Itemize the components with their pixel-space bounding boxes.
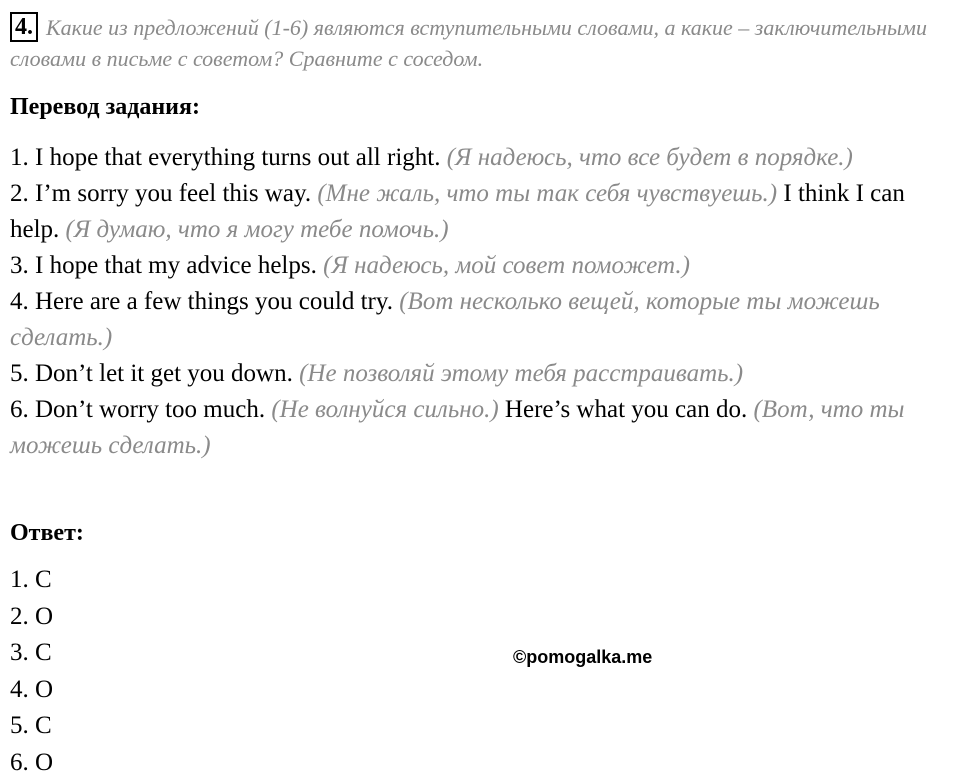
- sentence-5-ru: (Не позволяй этому тебя расстраивать.): [299, 360, 743, 387]
- sentence-2-en-extra: I think I can help.: [10, 180, 905, 243]
- sentence-6: [10, 392, 950, 464]
- sentence-2-ru: (Мне жаль, что ты так себя чувствуешь.): [317, 180, 777, 207]
- sentence-4: [10, 284, 950, 356]
- answer-item: 3. C: [10, 635, 53, 672]
- answer-item: 5. C: [10, 708, 53, 745]
- sentence-6-en: 6. Don’t worry too much.: [10, 396, 265, 423]
- answer-item: 6. O: [10, 745, 53, 781]
- watermark: ©pomogalka.me: [513, 645, 652, 669]
- sentence-1-ru: (Я надеюсь, что все будет в порядке.): [447, 144, 853, 171]
- translation-heading: Перевод задания:: [10, 92, 200, 122]
- sentence-3-ru: (Я надеюсь, мой совет поможет.): [323, 252, 690, 279]
- sentence-4-en: 4. Here are a few things you could try.: [10, 288, 393, 315]
- sentence-1-en: 1. I hope that everything turns out all right.: [10, 144, 440, 171]
- sentence-list: [10, 140, 950, 464]
- sentence-6-ru: (Не волнуйся сильно.): [271, 396, 498, 423]
- sentence-2-ru-extra: (Я думаю, что я могу тебе помочь.): [66, 216, 449, 243]
- answer-item: 2. O: [10, 599, 53, 636]
- answer-list: [10, 562, 53, 781]
- answer-item: 4. O: [10, 672, 53, 709]
- sentence-3-en: 3. I hope that my advice helps.: [10, 252, 317, 279]
- sentence-2-en: 2. I’m sorry you feel this way.: [10, 180, 311, 207]
- task-statement: [10, 12, 950, 74]
- sentence-6-en-extra: Here’s what you can do.: [505, 396, 747, 423]
- sentence-2: [10, 176, 950, 248]
- task-text: Какие из предложений (1-6) являются вступительными словами, а какие – заключительными словами в письме с советом? Сравните с соседом.: [10, 15, 927, 71]
- answer-heading: Ответ:: [10, 518, 84, 548]
- task-number: 4.: [10, 12, 38, 42]
- answer-item: 1. C: [10, 562, 53, 599]
- sentence-1: [10, 140, 950, 176]
- sentence-5: [10, 356, 950, 392]
- sentence-5-en: 5. Don’t let it get you down.: [10, 360, 293, 387]
- sentence-4-ru: (Вот несколько вещей, которые ты можешь сделать.): [10, 288, 880, 351]
- sentence-3: [10, 248, 950, 284]
- sentence-6-ru-extra: (Вот, что ты можешь сделать.): [10, 396, 904, 459]
